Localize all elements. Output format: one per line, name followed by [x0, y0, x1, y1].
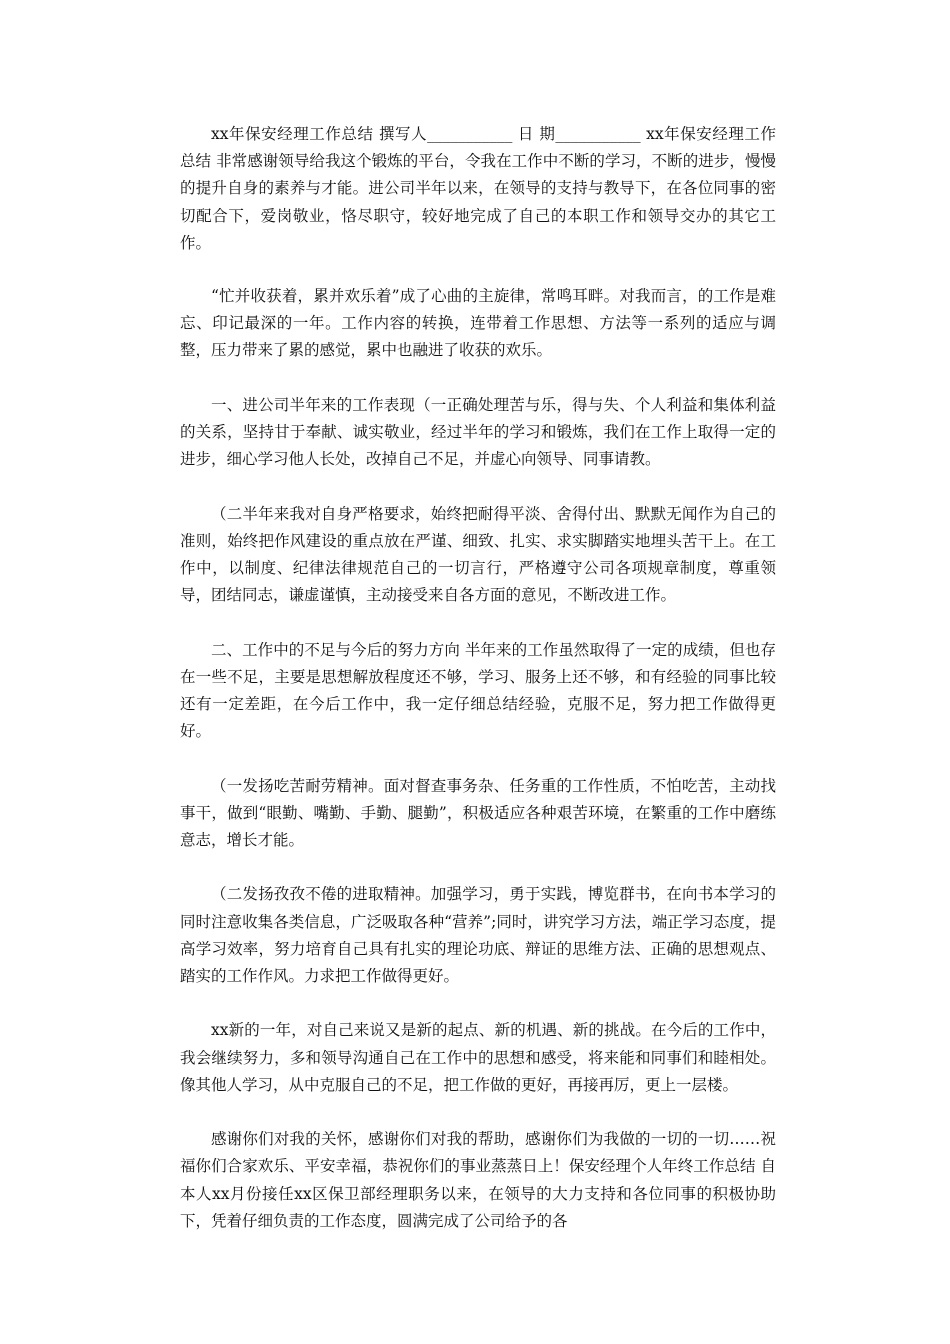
- paragraph-new-year: xx新的一年，对自己来说又是新的起点、新的机遇、新的挑战。在今后的工作中，我会继续努力，多和领导沟通自己在工作中的思想和感受，将来能和同事们和睦相处。像其他人学习，从中克服自己的不足，把工作做的更好，再接再厉，更上一层楼。: [180, 1021, 776, 1094]
- paragraph-title-intro: xx年保安经理工作总结 撰写人___________ 日 期___________ xx年保安经理工作总结 非常感谢领导给我这个锻炼的平台，令我在工作中不断的学习，不断的进步，慢慢的提升自身的素养与才能。进公司半年以来，在领导的支持与教导下，在各位同事的密切配合下，爱岗敬业，恪尽职守，较好地完成了自己的本职工作和领导交办的其它工作。: [180, 125, 776, 252]
- paragraph-enterprising-spirit: （二发扬孜孜不倦的进取精神。加强学习，勇于实践，博览群书，在向书本学习的同时注意收集各类信息，广泛吸取各种“营养”;同时，讲究学习方法，端正学习态度，提高学习效率，努力培育自己具有扎实的理论功底、辩证的思维方法、正确的思想观点、踏实的工作作风。力求把工作做得更好。: [180, 885, 776, 986]
- paragraph-thanks: 感谢你们对我的关怀，感谢你们对我的帮助，感谢你们为我做的一切的一切……祝福你们合家欢乐、平安幸福，恭祝你们的事业蒸蒸日上！保安经理个人年终工作总结 自本人xx月份接任xx区保卫部经理职务以来，在领导的大力支持和各位同事的积极协助下，凭着仔细负责的工作态度，圆满完成了公司给予的各: [180, 1130, 776, 1230]
- paragraph-strict-requirements: （二半年来我对自身严格要求，始终把耐得平淡、舍得付出、默默无闻作为自己的准则，始终把作风建设的重点放在严谨、细致、扎实、求实脚踏实地埋头苦干上。在工作中，以制度、纪律法律规范自己的一切言行，严格遵守公司各项规章制度，尊重领导，团结同志，谦虚谨慎，主动接受来自各方面的意见，不断改进工作。: [180, 504, 776, 605]
- paragraph-section-two: 二、工作中的不足与今后的努力方向 半年来的工作虽然取得了一定的成绩，但也存在一些不足，主要是思想解放程度还不够，学习、服务上还不够，和有经验的同事比较还有一定差距，在今后工作中，我一定仔细总结经验，克服不足，努力把工作做得更好。: [180, 640, 776, 741]
- paragraph-hardworking-spirit: （一发扬吃苦耐劳精神。面对督查事务杂、任务重的工作性质，不怕吃苦，主动找事干，做到“眼勤、嘴勤、手勤、腿勤”，积极适应各种艰苦环境，在繁重的工作中磨练意志，增长才能。: [180, 776, 776, 850]
- paragraph-section-one: 一、进公司半年来的工作表现（一正确处理苦与乐，得与失、个人利益和集体利益的关系，坚持甘于奉献、诚实敬业，经过半年的学习和锻炼，我们在工作上取得一定的进步，细心学习他人长处，改掉自己不足，并虚心向领导、同事请教。: [180, 395, 776, 469]
- document-body: [180, 121, 776, 1262]
- paragraph-busy-and-harvest: “忙并收获着，累并欢乐着”成了心曲的主旋律，常鸣耳畔。对我而言，的工作是难忘、印记最深的一年。工作内容的转换，连带着工作思想、方法等一系列的适应与调整，压力带来了累的感觉，累中也融进了收获的欢乐。: [180, 287, 776, 360]
